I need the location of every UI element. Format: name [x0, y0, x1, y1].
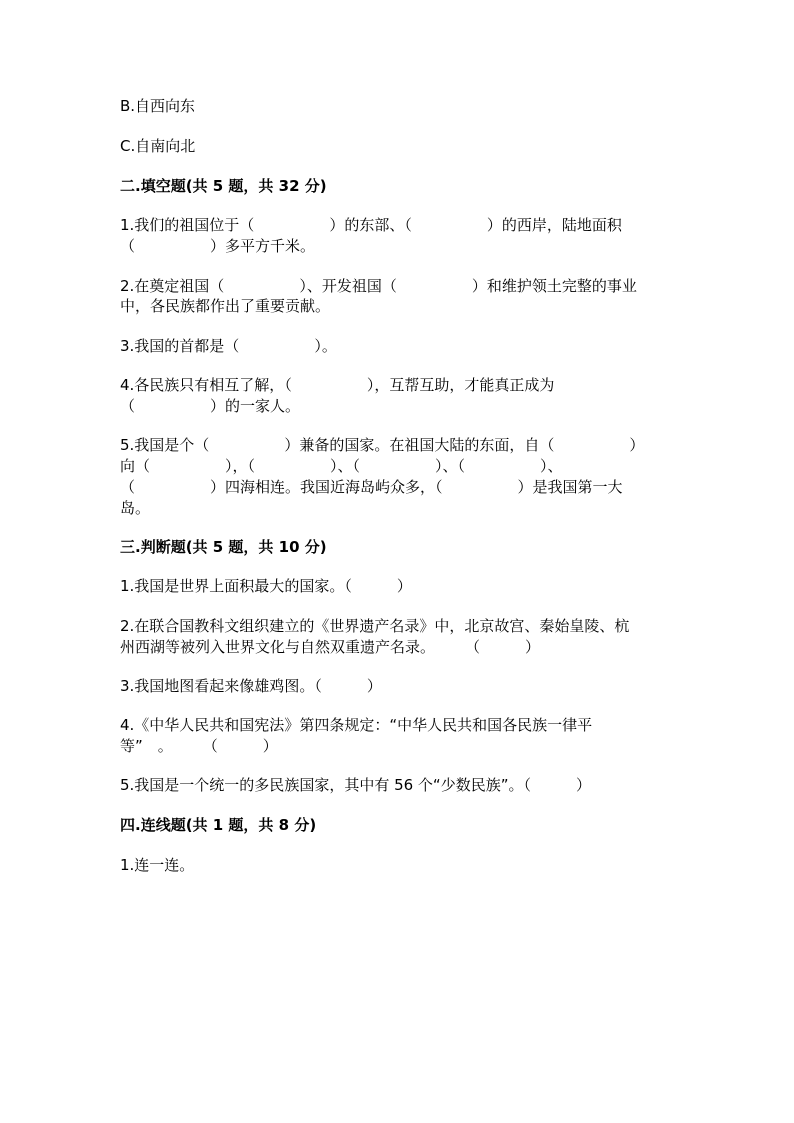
section-judgment-heading: 三.判断题(共 5 题，共 10 分): [120, 538, 327, 556]
judge-q1-line1: 1.我国是世界上面积最大的国家。（ ）: [120, 577, 412, 595]
section-fill-blank-heading: 二.填空题(共 5 题，共 32 分): [120, 177, 327, 195]
fill-q5-line4: 岛。: [120, 499, 151, 517]
option-b: B.自西向东: [120, 97, 196, 115]
fill-q5-line1: 5.我国是个（ ）兼备的国家。在祖国大陆的东面，自（ ）: [120, 436, 645, 454]
judge-q4-line1: 4.《中华人民共和国宪法》第四条规定：“中华人民共和国各民族一律平: [120, 716, 593, 734]
judge-q4-line2: 等” 。 （ ）: [120, 737, 278, 755]
fill-q1-line1: 1.我们的祖国位于（ ）的东部、（ ）的西岸，陆地面积: [120, 216, 622, 234]
fill-q5-line2: 向（ ），（ ）、（ ）、（ ）、: [120, 457, 563, 475]
fill-q4-line2: （ ）的一家人。: [120, 397, 301, 415]
fill-q2-line1: 2.在奠定祖国（ ）、开发祖国（ ）和维护领土完整的事业: [120, 277, 637, 295]
judge-q3-line1: 3.我国地图看起来像雄鸡图。（ ）: [120, 677, 382, 695]
judge-q2-line1: 2.在联合国教科文组织建立的《世界遗产名录》中，北京故宫、秦始皇陵、杭: [120, 617, 630, 635]
match-q1-line1: 1.连一连。: [120, 856, 195, 874]
fill-q1-line2: （ ）多平方千米。: [120, 237, 316, 255]
fill-q3-line1: 3.我国的首都是（ ）。: [120, 337, 337, 355]
fill-q2-line2: 中，各民族都作出了重要贡献。: [120, 297, 331, 315]
judge-q5-line1: 5.我国是一个统一的多民族国家，其中有 56 个“少数民族”。（ ）: [120, 776, 591, 794]
fill-q4-line1: 4.各民族只有相互了解，（ ），互帮互助，才能真正成为: [120, 376, 555, 394]
section-matching-heading: 四.连线题(共 1 题，共 8 分): [120, 816, 317, 834]
judge-q2-line2: 州西湖等被列入世界文化与自然双重遗产名录。 （ ）: [120, 638, 541, 656]
fill-q5-line3: （ ）四海相连。我国近海岛屿众多，（ ）是我国第一大: [120, 478, 623, 496]
option-c: C.自南向北: [120, 137, 196, 155]
